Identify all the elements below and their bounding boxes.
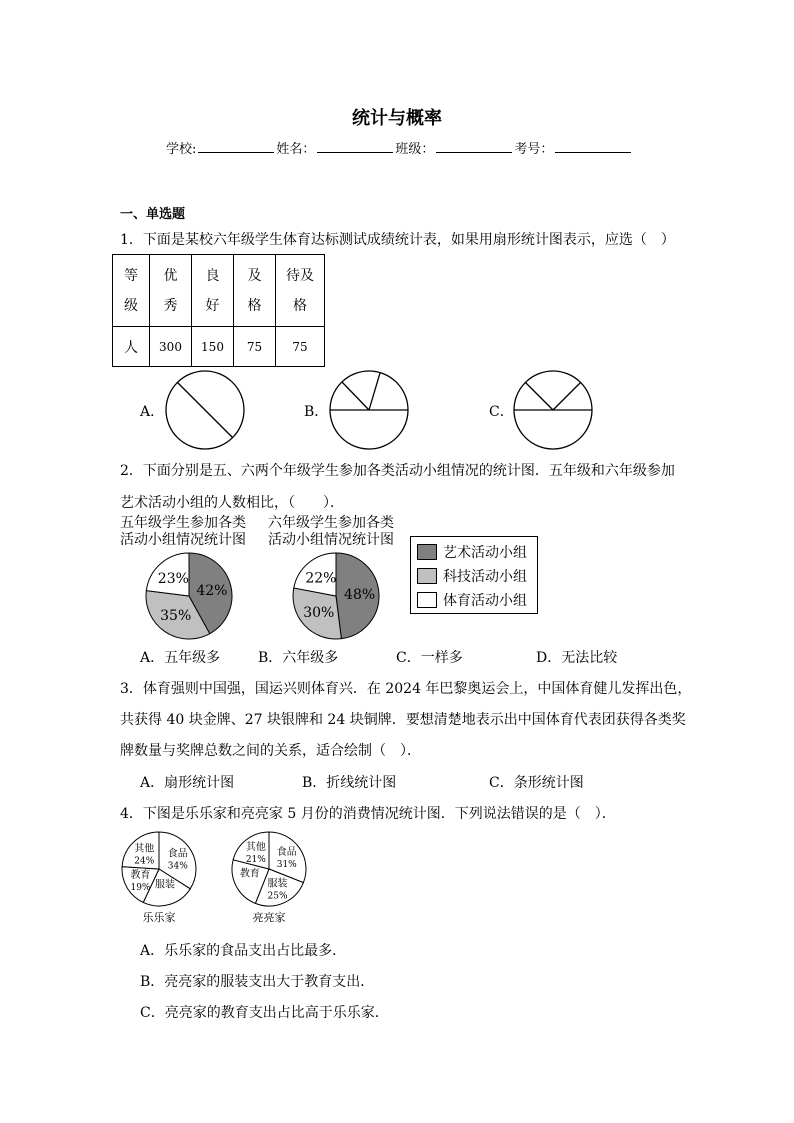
q1-header-pass: 及格 [247, 267, 262, 314]
pie-percent-label: 19% [130, 882, 151, 893]
q1-row-label: 人 [113, 327, 150, 367]
pie-percent-label: 21% [245, 855, 266, 866]
pie-category-label: 其他 [134, 843, 155, 855]
pie-percent-label: 34% [167, 861, 188, 872]
pie-percent-label: 30% [303, 604, 335, 621]
q3-line1: 3．体育强则中国强，国运兴则体育兴．在 2024 年巴黎奥运会上，中国体育健儿发挥出色， [120, 681, 692, 697]
q1-option-b-label[interactable]: B． [304, 404, 329, 420]
pie-category-label: 食品 [167, 848, 188, 860]
q1-option-a-label[interactable]: A． [140, 404, 165, 420]
class-blank [436, 140, 512, 153]
lele-pie-chart [120, 830, 198, 908]
pie-category-label: 教育 [239, 868, 260, 880]
liangliang-pie-chart [230, 830, 308, 908]
q1-header-grade: 等级 [124, 267, 138, 314]
q1-cell-fail: 75 [276, 327, 325, 367]
chart2-title [268, 515, 394, 549]
pie-category-label: 食品 [276, 846, 297, 858]
q1-option-b-circle[interactable] [328, 369, 412, 451]
q4-option-a[interactable]: A．乐乐家的食品支出占比最多． [140, 943, 347, 959]
q4-option-c[interactable]: C．亮亮家的教育支出占比高于乐乐家． [140, 1005, 389, 1021]
q1-option-a-circle[interactable] [164, 369, 248, 451]
class-label: 班级： [395, 142, 435, 157]
q2-stem-line1: 2．下面分别是五、六两个年级学生参加各类活动小组情况的统计图．五年级和六年级参加 [120, 463, 675, 479]
grade5-pie-chart [144, 551, 234, 641]
q1-table [112, 254, 325, 367]
q2-option-b[interactable]: B．六年级多 [258, 650, 339, 666]
q1-stem: 1．下面是某校六年级学生体育达标测试成绩统计表，如果用扇形统计图表示，应选（ ） [120, 232, 675, 248]
q3-option-b[interactable]: B．折线统计图 [302, 775, 397, 791]
q3-option-a[interactable]: A．扇形统计图 [140, 775, 235, 791]
pie-percent-label: 24% [134, 856, 155, 867]
legend-label-sports: 体育活动小组 [443, 593, 527, 609]
q1-cell-good: 150 [192, 327, 234, 367]
liangliang-chart-name: 亮亮家 [252, 911, 286, 924]
chart1-title [120, 515, 246, 549]
legend-label-art: 艺术活动小组 [443, 545, 527, 561]
pie-percent-label: 25% [267, 891, 288, 902]
pie-percent-label: 22% [305, 570, 337, 587]
q1-header-good: 良好 [205, 267, 220, 314]
legend-label-tech: 科技活动小组 [443, 569, 527, 585]
pie-percent-label: 23% [157, 570, 189, 587]
q1-cell-excellent: 300 [150, 327, 192, 367]
legend-swatch-tech [417, 568, 437, 584]
chart2-title-line2: 活动小组情况统计图 [268, 532, 394, 548]
q2-option-c[interactable]: C．一样多 [396, 650, 463, 666]
lele-chart-name: 乐乐家 [142, 911, 176, 924]
pie-category-label: 教育 [130, 869, 151, 881]
q3-line2: 共获得 40 块金牌、27 块银牌和 24 块铜牌．要想清楚地表示出中国体育代表团获得各类奖 [120, 712, 686, 728]
q3-line3: 牌数量与奖牌总数之间的关系，适合绘制（ ）． [120, 743, 421, 759]
q4-option-b[interactable]: B．亮亮家的服装支出大于教育支出． [140, 974, 375, 990]
pie-percent-label: 42% [196, 582, 228, 599]
q3-option-c[interactable]: C．条形统计图 [489, 775, 584, 791]
q1-header-excellent: 优秀 [163, 267, 178, 314]
q4-stem: 4．下图是乐乐家和亮亮家 5 月份的消费情况统计图．下列说法错误的是（ ）． [120, 806, 616, 822]
q1-option-c-circle[interactable] [512, 369, 596, 451]
chart1-title-line2: 活动小组情况统计图 [120, 532, 246, 548]
pie-category-label: 其他 [245, 842, 266, 854]
name-label: 姓名： [276, 142, 316, 157]
q1-option-c-label[interactable]: C． [489, 404, 514, 420]
name-blank [317, 140, 393, 153]
grade6-pie-chart [291, 551, 381, 641]
q2-legend [410, 536, 538, 614]
legend-swatch-sports [417, 592, 437, 608]
page-title: 统计与概率 [352, 108, 442, 129]
school-label: 学校: [166, 142, 197, 157]
legend-swatch-art [417, 544, 437, 560]
number-label: 考号： [514, 142, 554, 157]
q1-cell-pass: 75 [234, 327, 276, 367]
school-blank [198, 140, 274, 153]
q2-option-d[interactable]: D．无法比较 [536, 650, 618, 666]
pie-percent-label: 35% [160, 608, 192, 625]
chart2-title-line1: 六年级学生参加各类 [268, 515, 394, 531]
pie-percent-label: 31% [276, 859, 297, 870]
pie-category-label: 服装 [267, 878, 288, 890]
pie-percent-label: 48% [344, 587, 376, 604]
number-blank [555, 140, 631, 153]
chart1-title-line1: 五年级学生参加各类 [120, 515, 246, 531]
q1-header-fail: 待及格 [286, 267, 314, 314]
student-info-line [166, 138, 633, 157]
q2-stem-line2: 艺术活动小组的人数相比，（ ）． [120, 495, 344, 511]
section-heading: 一、单选题 [120, 207, 186, 222]
pie-category-label: 服装 [154, 879, 175, 891]
q2-option-a[interactable]: A．五年级多 [140, 650, 221, 666]
